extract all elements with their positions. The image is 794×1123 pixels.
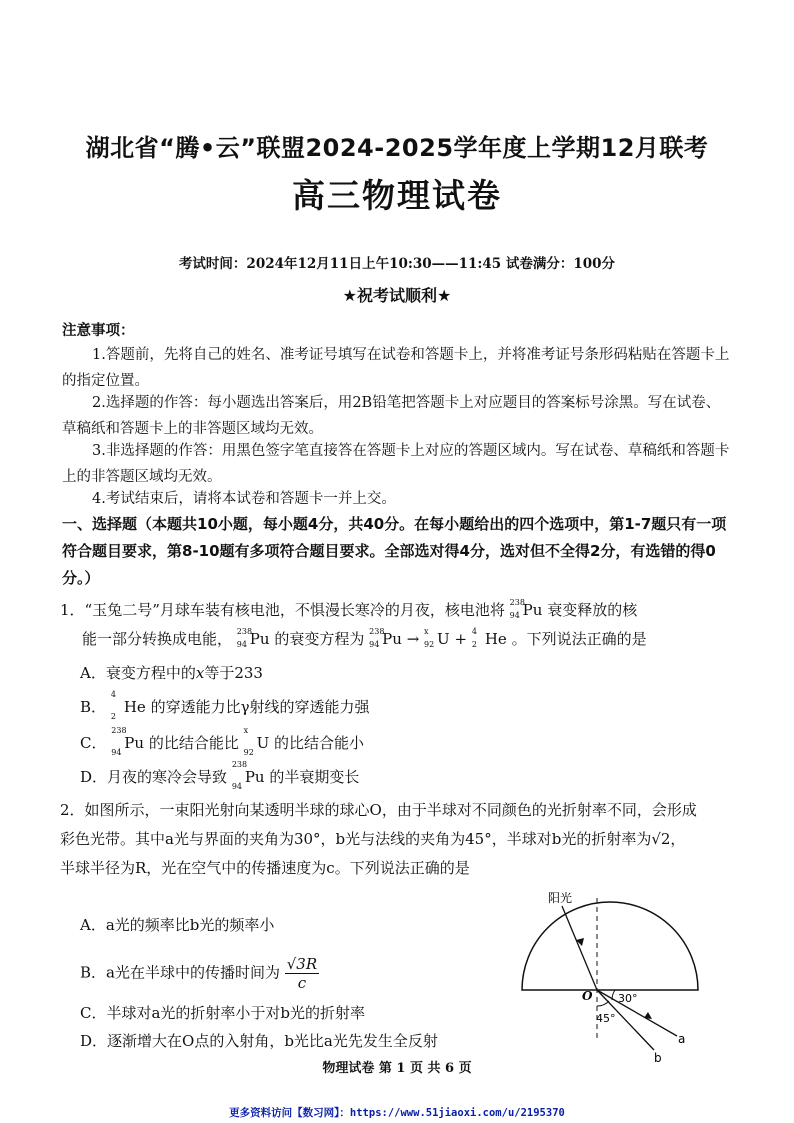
pu-nuclide: 238 94 Pu: [236, 627, 270, 649]
q2-option-d: D．逐渐增大在O点的入射角，b光比a光先发生全反射: [80, 1032, 438, 1050]
q2-option-a: A．a光的频率比b光的频率小: [80, 916, 275, 934]
ray-b-label: b: [654, 1051, 662, 1065]
angle-a-label: 30°: [618, 992, 638, 1005]
q1-option-d: D．月夜的寒冷会导致 238 94 Pu 的半衰期变长: [80, 760, 360, 791]
source-link[interactable]: 更多资料访问【数习网】：https://www.51jiaoxi.com/u/2195370: [229, 1107, 565, 1119]
u-nuclide: x 92 U: [424, 627, 450, 649]
arrow: →: [406, 630, 420, 648]
q1-text-3: 能一部分转换成电能，: [82, 630, 233, 648]
pu-nuclide: 238 94 Pu: [111, 726, 145, 757]
pu-nuclide: 238 94 Pu: [509, 598, 543, 620]
section1-heading: 一、选择题（本题共10小题，每小题4分，共40分。在每小题给出的四个选项中，第1-7题只有一项符合题目要求，第8-10题有多项符合题目要求。全部选对得4分，选对但不全得2分，有选错的得0分。）: [62, 515, 727, 587]
ray-a-label: a: [678, 1032, 686, 1046]
fraction: $\frac{√3R}{c}$: [286, 955, 318, 992]
exam-title-line1: 湖北省“腾•云”联盟2024-2025学年度上学期12月联考: [85, 134, 709, 162]
q1-option-b: B． 4 2 He 的穿透能力比γ射线的穿透能力强: [80, 690, 370, 721]
q1-text-5: 。下列说法正确的是: [511, 630, 647, 648]
question-1-stem: [60, 596, 740, 654]
notice-item-2: 2.选择题的作答：每小题选出答案后，用2B铅笔把答题卡上对应题目的答案标号涂黑。写在试卷、草稿纸和答题卡上的非答题区域均无效。: [62, 395, 721, 437]
q1-option-a: A．衰变方程中的x等于233: [80, 664, 263, 682]
he-nuclide: 4 2 He: [110, 690, 146, 721]
ray-a-arrow: [644, 1012, 652, 1019]
q1-option-c: C． 238 94 Pu 的比结合能比 x 92 U 的比结合能小: [80, 726, 365, 757]
exam-info: 考试时间：2024年12月11日上午10:30——11:45 试卷满分：100分: [178, 256, 616, 272]
pu-nuclide: 238 94 Pu: [231, 760, 265, 791]
he-nuclide: 4 2 He: [471, 627, 507, 649]
angle-arc-a: [612, 990, 615, 1000]
question-2-stem: 2．如图所示，一束阳光射向某透明半球的球心O，由于半球对不同颜色的光折射率不同，会形成彩色光带。其中a光与界面的夹角为30°，b光与法线的夹角为45°，半球对b光的折射率为√2，半球半径为R，光在空气中的传播速度为c。下列说法正确的是: [60, 801, 697, 877]
u-nuclide: x 92 U: [243, 726, 270, 757]
q1-text-4: 的衰变方程为: [274, 630, 365, 648]
notice-heading: 注意事项：: [62, 322, 135, 339]
blessing: ★祝考试顺利★: [342, 286, 452, 305]
pu-nuclide: 238 94 Pu: [369, 627, 402, 649]
incident-ray: [562, 906, 597, 990]
page-footer: 物理试卷 第 1 页 共 6 页: [322, 1061, 472, 1076]
origin-label: O: [582, 989, 593, 1003]
q2-option-b: B．a光在半球中的传播时间为 $\frac{√3R}{c}$: [80, 955, 318, 992]
hemisphere-outline: [522, 902, 698, 990]
plus: +: [454, 630, 468, 648]
q2-option-c: C．半球对a光的折射率小于对b光的折射率: [80, 1004, 366, 1022]
q1-text-1: 1．“玉兔二号”月球车装有核电池，不惧漫长寒冷的月夜，核电池将: [60, 601, 505, 619]
q1-text-2: 衰变释放的核: [547, 601, 638, 619]
notice-item-3: 3.非选择题的作答：用黑色签字笔直接答在答题卡上对应的答题区域内。写在试卷、草稿纸和答题卡上的非答题区域均无效。: [62, 443, 730, 485]
angle-arc-b: [597, 1001, 609, 1006]
hemisphere-diagram: [512, 888, 712, 1068]
notice-item-4: 4.考试结束后，请将本试卷和答题卡一并上交。: [92, 491, 396, 507]
sunlight-label: 阳光: [548, 891, 573, 905]
notice-item-1: 1.答题前，先将自己的姓名、准考证号填写在试卷和答题卡上，并将准考证号条形码粘贴在答题卡上的指定位置。: [62, 347, 730, 389]
angle-b-label: 45°: [596, 1012, 616, 1025]
exam-title-line2: 高三物理试卷: [292, 176, 502, 215]
